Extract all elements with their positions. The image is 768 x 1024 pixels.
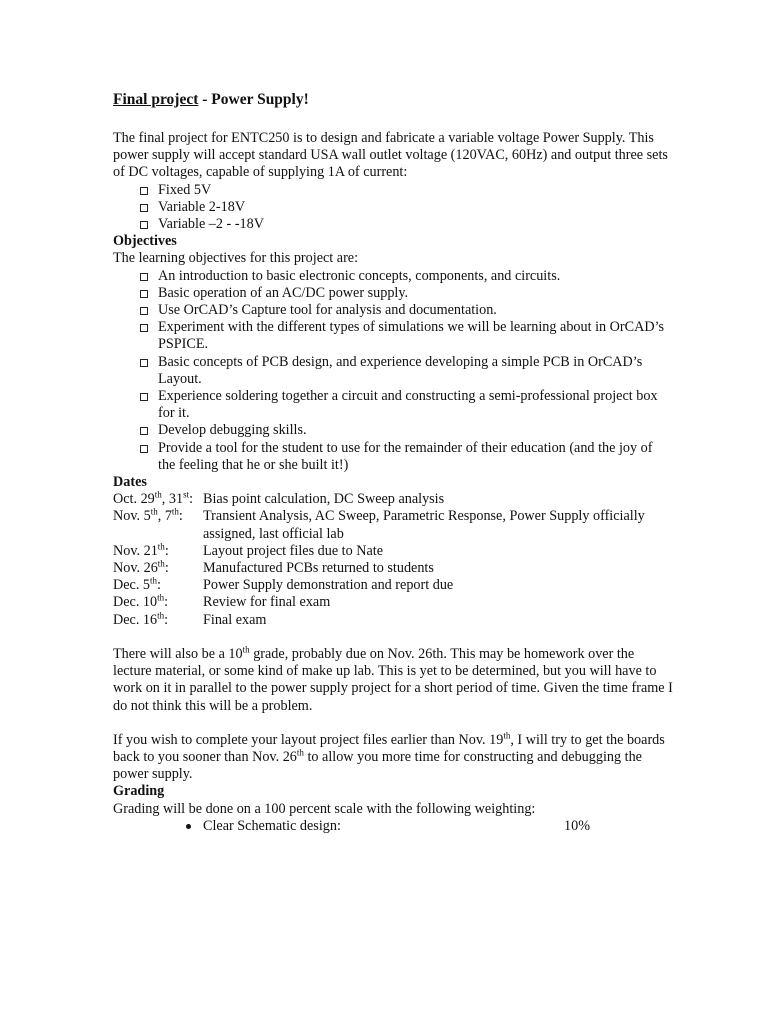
date-label: Dec. 5th:	[113, 575, 161, 594]
date-event: Review for final exam	[203, 594, 331, 611]
list-item: Develop debugging skills.	[158, 422, 673, 439]
date-label: Dec. 16th:	[113, 609, 169, 628]
objectives-lead: The learning objectives for this project are:	[113, 250, 359, 267]
layout-paragraph: If you wish to complete your layout project files earlier than Nov. 19th, I will try to get the boards back to you sooner than Nov. 26th to allow you more time for constructing and debugging the power supply.	[113, 729, 665, 783]
dates-table	[113, 491, 673, 629]
dates-heading: Dates	[113, 474, 147, 491]
date-row	[113, 508, 673, 542]
grading-item-weight: 10%	[564, 817, 591, 834]
date-label: Nov. 21th:	[113, 541, 169, 559]
objectives-list	[113, 268, 673, 474]
title-rest: - Power Supply!	[198, 91, 309, 108]
date-row	[113, 543, 673, 560]
page-title	[113, 90, 673, 110]
date-label: Dec. 10th:	[113, 592, 169, 611]
date-label: Oct. 29th, 31st:	[113, 489, 194, 508]
date-event: Final exam	[203, 611, 267, 628]
date-label: Nov. 26th:	[113, 558, 169, 577]
list-item: Basic concepts of PCB design, and experience developing a simple PCB in OrCAD’s Layout.	[158, 354, 673, 388]
list-item: Fixed 5V	[158, 182, 673, 199]
title-underlined: Final project	[113, 91, 199, 108]
objectives-heading: Objectives	[113, 233, 177, 250]
date-event: Power Supply demonstration and report due	[203, 577, 454, 594]
grading-list	[113, 818, 673, 835]
grading-item	[203, 818, 673, 835]
date-label: Nov. 5th, 7th:	[113, 506, 183, 525]
date-row	[113, 491, 673, 508]
list-item: Variable 2-18V	[158, 199, 673, 216]
date-row	[113, 560, 673, 577]
date-row	[113, 594, 673, 611]
date-event: Manufactured PCBs returned to students	[203, 560, 434, 577]
list-item: Provide a tool for the student to use for the remainder of their education (and the joy of the feeling that he or she built it!)	[158, 440, 673, 474]
list-item: Use OrCAD’s Capture tool for analysis and documentation.	[158, 302, 673, 319]
date-event: Layout project files due to Nate	[203, 542, 384, 559]
grading-lead: Grading will be done on a 100 percent scale with the following weighting:	[113, 800, 536, 817]
list-item: An introduction to basic electronic concepts, components, and circuits.	[158, 268, 673, 285]
date-event: Bias point calculation, DC Sweep analysis	[203, 491, 445, 508]
grading-item-label: Clear Schematic design:	[203, 817, 341, 834]
grading-heading: Grading	[113, 783, 165, 800]
outputs-list	[113, 182, 673, 234]
document-body	[113, 90, 673, 835]
list-item: Experience soldering together a circuit and constructing a semi-professional project box for it.	[158, 388, 673, 422]
grade-paragraph: There will also be a 10th grade, probably due on Nov. 26th. This may be homework over the lecture material, or some kind of make up lab. This is yet to be determined, but you will have to work on it in parallel to the power supply project for a short period of time. Given the time frame I do not think this will be a problem.	[113, 644, 673, 714]
intro-paragraph: The final project for ENTC250 is to design and fabricate a variable voltage Power Supply. This power supply will accept standard USA wall outlet voltage (120VAC, 60Hz) and output three sets of DC voltages, capable of supplying 1A of current:	[113, 130, 668, 181]
list-item: Variable –2 - -18V	[158, 216, 673, 233]
date-row	[113, 577, 673, 594]
list-item: Experiment with the different types of simulations we will be learning about in OrCAD’s PSPICE.	[158, 319, 673, 353]
list-item: Basic operation of an AC/DC power supply.	[158, 285, 673, 302]
date-event: Transient Analysis, AC Sweep, Parametric Response, Power Supply officially assigned, last official lab	[203, 508, 645, 542]
date-row	[113, 609, 673, 629]
